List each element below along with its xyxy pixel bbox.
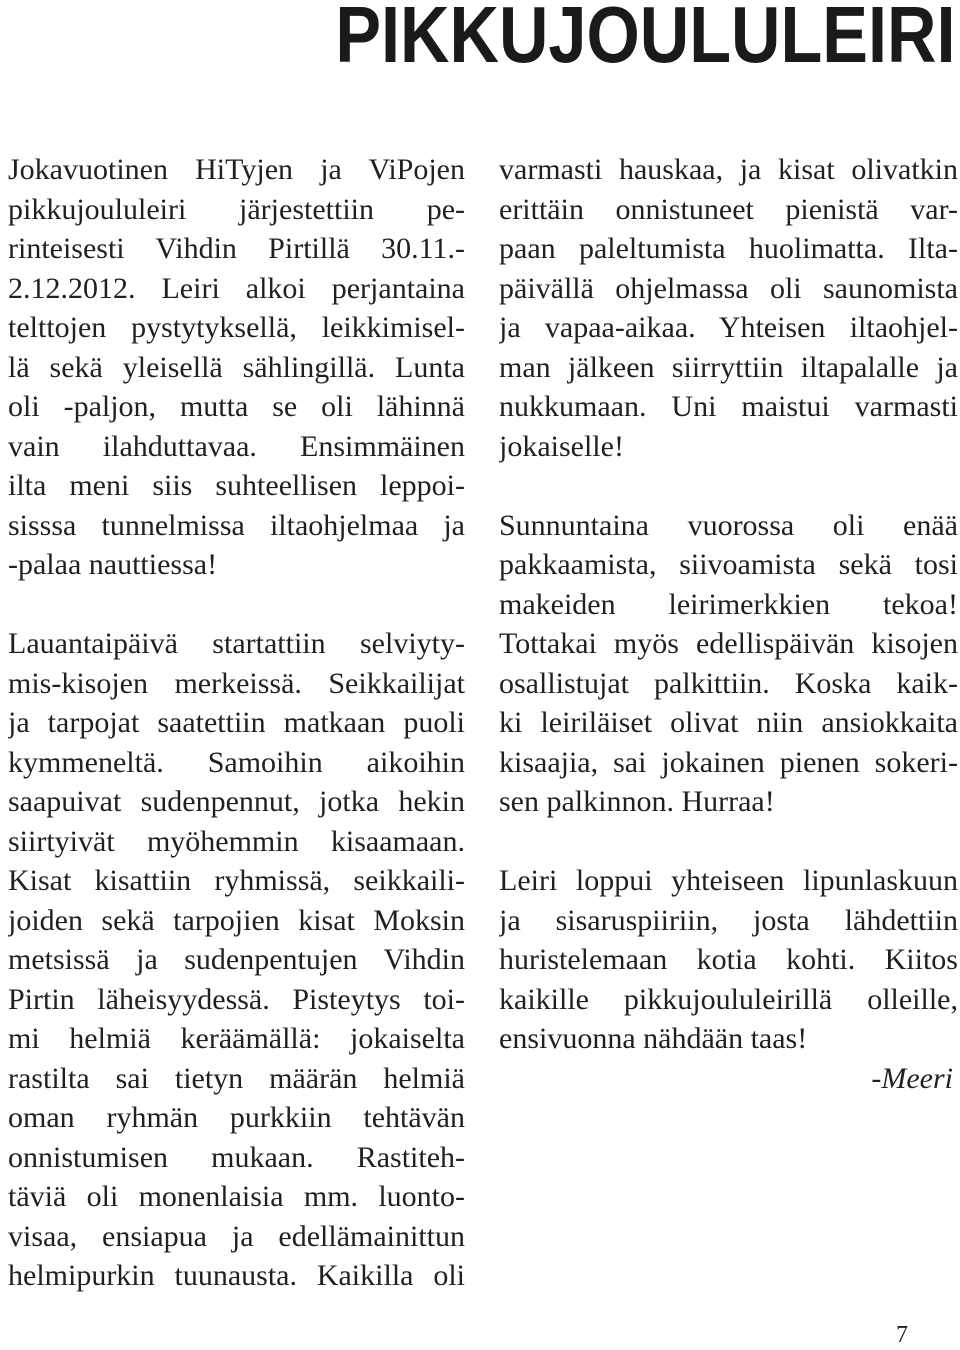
text-line: Jokavuotinen HiTyjen ja ViPojen: [8, 153, 465, 186]
text-line: Leiri loppui yhteiseen lipunlaskuun: [499, 864, 958, 897]
text-line: ja vapaa-aikaa. Yhteisen iltaohjel-: [499, 311, 958, 344]
text-line: mis-kisojen merkeissä. Seikkailijat: [8, 666, 465, 700]
text-line: kisaajia, sai jokainen pienen sokeri-: [499, 745, 958, 779]
paragraph: [499, 150, 958, 466]
text-line: täviä oli monenlaisia mm. luonto-: [8, 1180, 465, 1213]
author-signature: -Meeri: [871, 1061, 953, 1095]
text-line: helmipurkin tuunausta. Kaikilla oli: [8, 1259, 465, 1292]
text-line: lä sekä yleisellä sählingillä. Lunta: [8, 350, 465, 384]
paragraph: [499, 506, 958, 822]
text-line: siirtyivät myöhemmin kisaamaan.: [8, 824, 465, 858]
text-line: man jälkeen siirryttiin iltapalalle ja: [499, 350, 958, 384]
text-line: makeiden leirimerkkien tekoa!: [499, 587, 958, 621]
text-line: 2.12.2012. Leiri alkoi perjantaina: [8, 271, 465, 305]
text-line: Tottakai myös edellispäivän kisojen: [499, 627, 958, 660]
text-line: nukkumaan. Uni maistui varmasti: [499, 390, 958, 423]
text-line: paan paleltumista huolimatta. Ilta-: [499, 232, 958, 265]
text-line: visaa, ensiapua ja edellämainittun: [8, 1219, 465, 1253]
text-line: oman ryhmän purkkiin tehtävän: [8, 1101, 465, 1134]
paragraph: [499, 861, 958, 1059]
text-line: Lauantaipäivä startattiin selviyty-: [8, 627, 465, 660]
text-line: ja tarpojat saatettiin matkaan puoli: [8, 706, 465, 739]
text-line: Sunnuntaina vuorossa oli enää: [499, 508, 958, 542]
right-column: [499, 150, 958, 1098]
text-line: pakkaamista, siivoamista sekä tosi: [499, 548, 958, 581]
text-line: osallistujat palkittiin. Koska kaik-: [499, 666, 958, 700]
text-line: ensivuonna nähdään taas!: [499, 1022, 808, 1055]
text-line: saapuivat sudenpennut, jotka hekin: [8, 785, 465, 818]
text-line: pikkujoululeiri järjestettiin pe-: [8, 192, 465, 226]
text-line: erittäin onnistuneet pienistä var-: [499, 192, 958, 226]
paragraph: [8, 624, 465, 1296]
text-line: vain ilahduttavaa. Ensimmäinen: [8, 429, 465, 463]
text-line: telttojen pystytyksellä, leikkimisel-: [8, 311, 465, 344]
text-line: Pirtin läheisyydessä. Pisteytys toi-: [8, 982, 465, 1016]
text-line: Kisat kisattiin ryhmissä, seikkaili-: [8, 864, 465, 897]
text-line: ilta meni siis suhteellisen leppoi-: [8, 469, 465, 502]
text-line: sisssa tunnelmissa iltaohjelmaa ja: [8, 508, 465, 542]
text-line: joiden sekä tarpojien kisat Moksin: [8, 903, 465, 937]
text-line: mi helmiä keräämällä: jokaiselta: [8, 1022, 465, 1055]
paragraph: [8, 150, 465, 585]
text-line: rastilta sai tietyn määrän helmiä: [8, 1061, 465, 1095]
text-line: huristelemaan kotia kohti. Kiitos: [499, 943, 958, 976]
text-line: varmasti hauskaa, ja kisat olivatkin: [499, 153, 958, 186]
text-line: onnistumisen mukaan. Rastiteh-: [8, 1140, 465, 1174]
text-line: kaikille pikkujoululeirillä olleille,: [499, 982, 958, 1016]
text-line: rinteisesti Vihdin Pirtillä 30.11.-: [8, 232, 465, 265]
text-line: ja sisaruspiiriin, josta lähdettiin: [499, 903, 958, 937]
text-line: kymmeneltä. Samoihin aikoihin: [8, 745, 465, 779]
left-column: [8, 150, 465, 1296]
text-line: ki leiriläiset olivat niin ansiokkaita: [499, 706, 958, 739]
text-line: päivällä ohjelmassa oli saunomista: [499, 271, 958, 305]
page-number: 7: [896, 1322, 908, 1348]
page-title: PIKKUJOULULEIRI: [334, 0, 955, 79]
text-line: jokaiselle!: [499, 429, 624, 463]
text-line: -palaa nauttiessa!: [8, 548, 218, 581]
text-line: sen palkinnon. Hurraa!: [499, 785, 775, 818]
text-line: metsissä ja sudenpentujen Vihdin: [8, 943, 465, 976]
text-line: oli -paljon, mutta se oli lähinnä: [8, 390, 465, 423]
